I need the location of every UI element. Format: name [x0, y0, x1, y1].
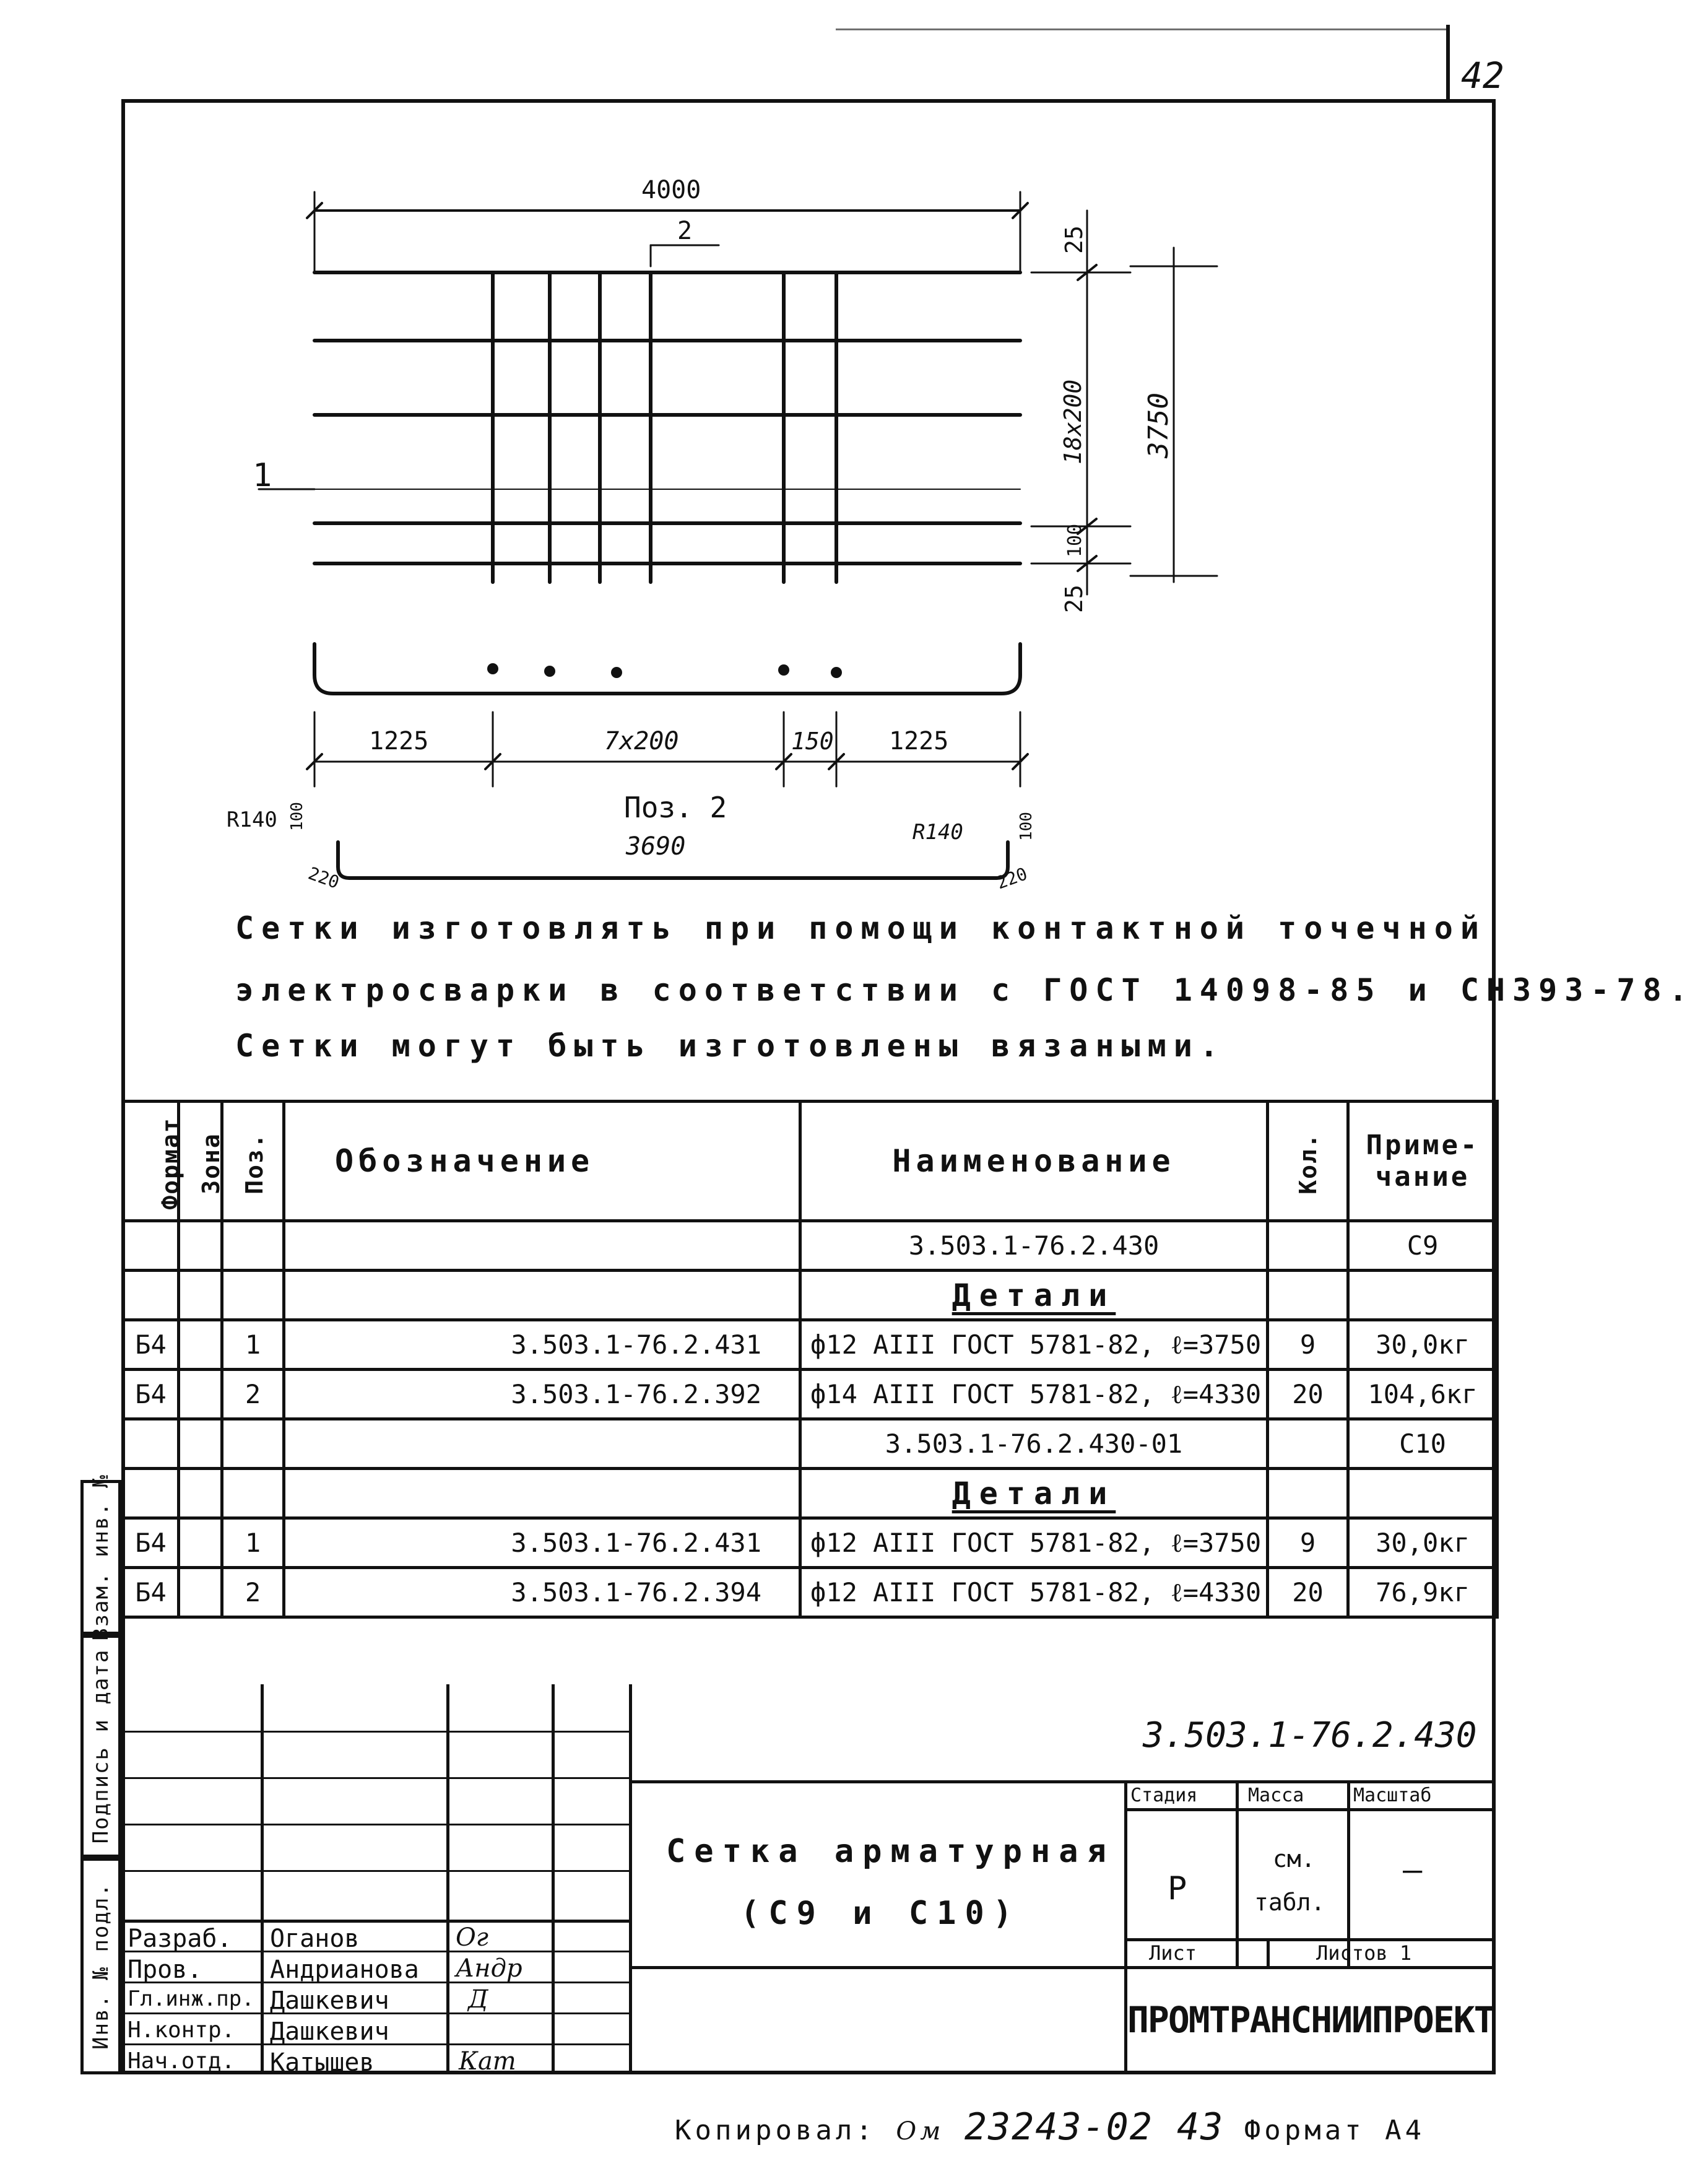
pos-label-2: 2	[677, 217, 693, 245]
dim-total-length: 4000	[641, 176, 701, 204]
header-pos: Поз.	[222, 1102, 284, 1221]
dim-edge-bottom: 25	[1060, 585, 1088, 613]
pos2-hook-right: 100	[1017, 812, 1036, 841]
header-qty: Кол.	[1268, 1102, 1348, 1221]
pos2-radius-right: R140	[913, 820, 963, 845]
mass-value: см.	[1273, 1845, 1316, 1873]
scale-value: —	[1403, 1851, 1423, 1889]
note-line-2: электросварки в соответствии с ГОСТ 14098-85 и СН393-78.	[235, 972, 1695, 1008]
role-chief-engineer: Гл.инж.пр.	[128, 1986, 254, 2011]
dim-edge-top: 25	[1060, 225, 1088, 254]
stage-label: Стадия	[1130, 1785, 1198, 1806]
table-row	[123, 1469, 1498, 1518]
signature-checker: Андр	[456, 1954, 522, 1983]
pos2-bend-right: 220	[994, 863, 1030, 894]
table-row	[123, 1419, 1498, 1469]
sheet-number-box	[1446, 25, 1450, 99]
dim-gap: 100	[1064, 523, 1086, 557]
name-dept-head: Катышев	[270, 2048, 375, 2077]
sheets-count: Листов 1	[1316, 1941, 1412, 1965]
assembly-code: 3.503.1-76.2.430	[800, 1221, 1268, 1271]
header-zone: Зона	[179, 1102, 222, 1221]
title-block	[121, 1684, 1496, 2077]
pos-label-1: 1	[253, 457, 272, 494]
name-developer: Оганов	[270, 1925, 360, 1953]
signature-dept-head: Кат	[459, 2047, 516, 2076]
header-name: Наименование	[800, 1102, 1268, 1221]
table-row: Б4 1 3.503.1-76.2.431 ф12 АIII ГОСТ 5781-82, ℓ=3750 9 30,0кг	[123, 1518, 1498, 1568]
note-line-1: Сетки изготовлять при помощи контактной точечной	[235, 910, 1486, 946]
signature-developer: Ог	[456, 1923, 489, 1952]
format-label: Формат А4	[1244, 2115, 1426, 2146]
mass-label: Масса	[1248, 1785, 1304, 1806]
dim-spacing-vertical: 18x200	[1059, 379, 1086, 464]
note-line-3: Сетки могут быть изготовлены вязаными.	[235, 1028, 1226, 1064]
role-checker: Пров.	[128, 1956, 202, 1984]
header-designation: Обозначение	[284, 1102, 800, 1221]
margin-sign-date: Подпись и дата	[80, 1635, 121, 1858]
organization: ПРОМТРАНСНИИПРОЕКТ	[1127, 1999, 1494, 2041]
scale-label: Масштаб	[1353, 1785, 1432, 1806]
role-developer: Разраб.	[128, 1925, 232, 1953]
copied-signature: Ом	[896, 2117, 945, 2146]
name-chief-engineer: Дашкевич	[270, 1986, 389, 2015]
table-row: Б4 2 3.503.1-76.2.392 ф14 АIII ГОСТ 5781-82, ℓ=4330 20 104,6кг	[123, 1370, 1498, 1419]
dim-left: 1225	[369, 727, 429, 755]
spec-table	[121, 1100, 1499, 1619]
spec-header-row	[123, 1102, 1498, 1221]
assembly-mark: С9	[1348, 1221, 1498, 1271]
assembly-code: 3.503.1-76.2.430-01	[800, 1419, 1268, 1469]
copy-footer	[675, 2105, 1425, 2149]
role-dept-head: Нач.отд.	[128, 2048, 235, 2074]
copied-label: Копировал:	[675, 2115, 876, 2146]
dim-small: 150	[791, 728, 834, 755]
top-edge-line	[836, 28, 1449, 30]
name-checker: Андрианова	[270, 1956, 419, 1984]
dim-total-height: 3750	[1143, 393, 1174, 458]
stage-value: Р	[1168, 1870, 1187, 1907]
dim-right: 1225	[889, 727, 949, 755]
margin-inv-replace: Взам. инв. №	[80, 1480, 121, 1635]
sheet-label: Лист	[1149, 1941, 1197, 1965]
section-heading: Детали	[952, 1277, 1116, 1313]
sheet-number: 42	[1461, 54, 1504, 97]
header-note: Приме-чание	[1348, 1102, 1498, 1221]
table-row	[123, 1271, 1498, 1320]
table-row	[123, 1221, 1498, 1271]
mesh-drawing	[121, 99, 1496, 1102]
pos2-radius-left: R140	[227, 807, 277, 832]
title-line-1: Сетка арматурная	[666, 1833, 1115, 1870]
name-norm-control: Дашкевич	[270, 2017, 389, 2046]
header-format: Формат	[123, 1102, 179, 1221]
table-row: Б4 2 3.503.1-76.2.394 ф12 АIII ГОСТ 5781-82, ℓ=4330 20 76,9кг	[123, 1568, 1498, 1617]
pos2-hook-left: 100	[288, 802, 306, 831]
pos2-title: Поз. 2	[624, 791, 727, 824]
pos2-bend-left: 220	[305, 863, 342, 893]
doc-code: 3.503.1-76.2.430	[1143, 1715, 1477, 1755]
pos2-length: 3690	[626, 832, 686, 861]
mass-value-2: табл.	[1254, 1889, 1325, 1916]
order-number: 23243-02 43	[964, 2105, 1225, 2149]
title-line-2: (С9 и С10)	[740, 1895, 1021, 1932]
table-row: Б4 1 3.503.1-76.2.431 ф12 АIII ГОСТ 5781-82, ℓ=3750 9 30,0кг	[123, 1320, 1498, 1370]
signature-chief-engineer: Д	[468, 1985, 488, 2014]
role-norm-control: Н.контр.	[128, 2017, 235, 2043]
assembly-mark: С10	[1348, 1419, 1498, 1469]
section-heading: Детали	[952, 1475, 1116, 1512]
margin-inv-orig: Инв. № подл.	[80, 1858, 121, 2074]
dim-middle: 7x200	[604, 727, 679, 755]
